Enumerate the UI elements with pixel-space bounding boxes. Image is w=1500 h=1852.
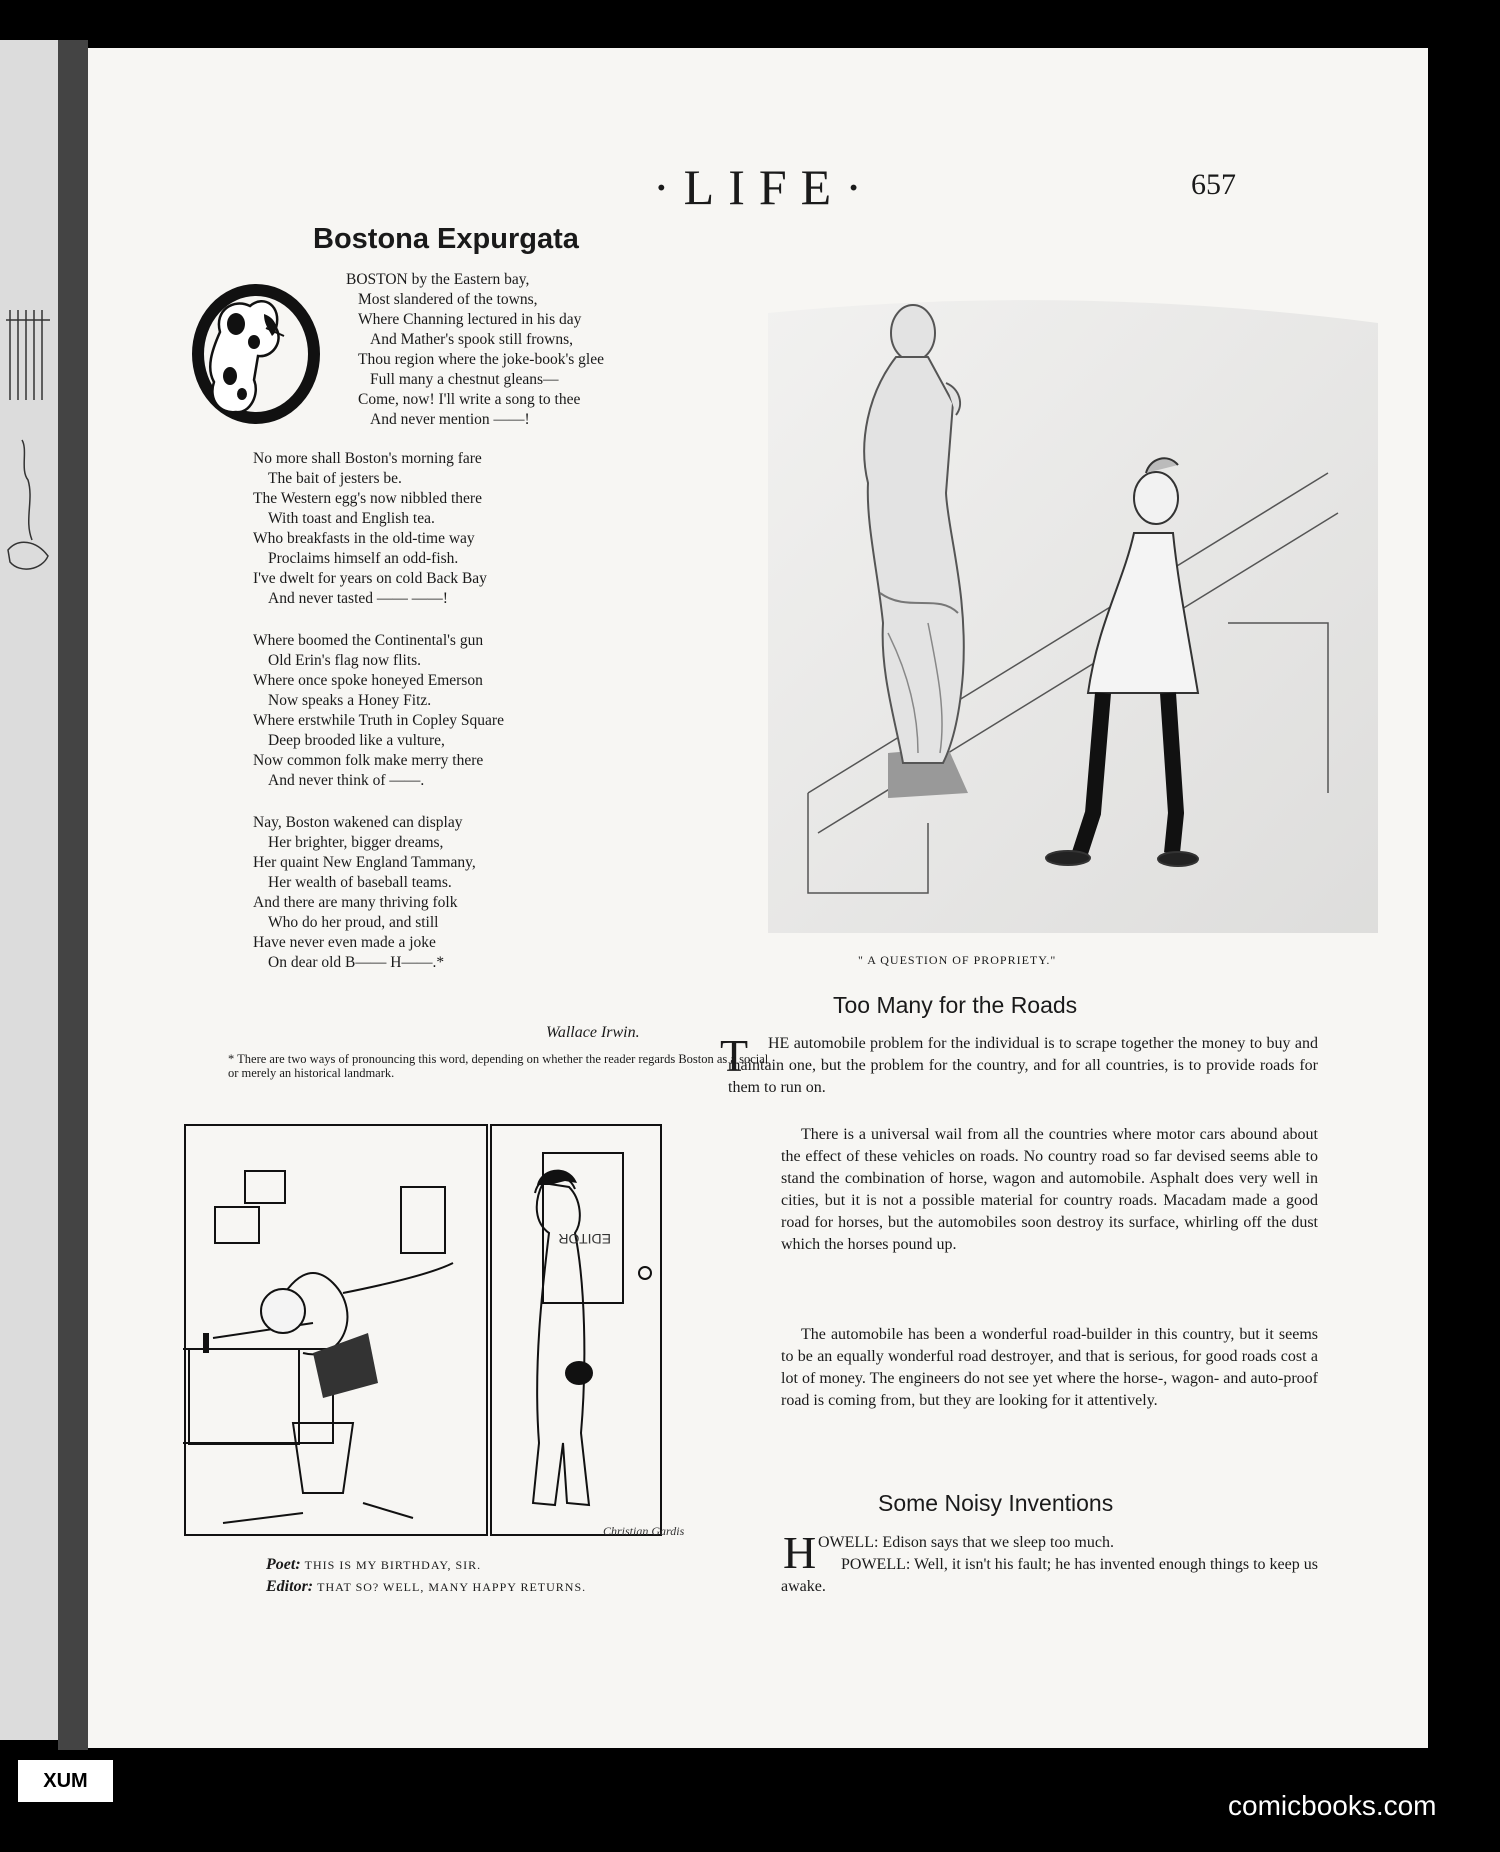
illustration-caption: " A QUESTION OF PROPRIETY." — [858, 953, 1057, 967]
adjacent-page-edge — [0, 40, 58, 1740]
article-roads-paragraph-1: HE automobile problem for the individual is to scrape together the money to buy and maintain one, but the problem for the country, and for all countries, is to provide roads for them to run on. — [728, 1035, 1318, 1096]
poem-title: Bostona Expurgata — [313, 223, 579, 255]
cartoon-caption-editor — [266, 1578, 586, 1596]
poem-line: And never think of ——. — [268, 772, 425, 789]
poem-line: Where boomed the Continental's gun — [253, 632, 484, 649]
poem-line: Have never even made a joke — [253, 934, 436, 951]
poem-line: Come, now! I'll write a song to thee — [358, 391, 581, 408]
poet-editor-cartoon — [183, 1123, 763, 1548]
page-number: 657 — [1191, 168, 1236, 201]
cartoon-caption-poet — [266, 1556, 481, 1574]
poem-line: Now common folk make merry there — [253, 752, 484, 769]
poem-line: And Mather's spook still frowns, — [370, 331, 573, 348]
poem-line: Nay, Boston wakened can display — [253, 814, 463, 831]
magazine-page — [88, 48, 1428, 1748]
poem-line: With toast and English tea. — [268, 510, 435, 527]
poem-line: BOSTON by the Eastern bay, — [346, 271, 530, 288]
edge-tag: XUM — [18, 1760, 113, 1802]
masthead: ·LIFE· — [653, 159, 876, 215]
adjacent-page-drawing — [4, 300, 52, 600]
poem-line: Deep brooded like a vulture, — [268, 732, 445, 749]
article-inventions-line-2: POWELL: Well, it isn't his fault; he has invented enough things to keep us awake. — [781, 1556, 1318, 1595]
poem-line: Where Channing lectured in his day — [358, 311, 582, 328]
caption-text: THAT SO? WELL, MANY HAPPY RETURNS. — [317, 1580, 587, 1594]
poem-line: Old Erin's flag now flits. — [268, 652, 422, 669]
poem-line: Her brighter, bigger dreams, — [268, 834, 444, 851]
poem-line: The Western egg's now nibbled there — [253, 490, 482, 507]
caption-speaker: Poet: — [266, 1556, 301, 1573]
poem-line: Where once spoke honeyed Emerson — [253, 672, 483, 689]
poem-line: The bait of jesters be. — [268, 470, 402, 487]
article-inventions-line-1: OWELL: Edison says that we sleep too much. — [818, 1534, 1114, 1551]
poem-line: And there are many thriving folk — [253, 894, 458, 911]
poem-line: I've dwelt for years on cold Back Bay — [253, 570, 487, 587]
poem-line: Proclaims himself an odd-fish. — [268, 550, 459, 567]
editor-door-sign: EDITOR — [558, 1231, 611, 1247]
watermark: comicbooks.com — [1228, 1790, 1437, 1821]
article-dropcap-h: H — [783, 1527, 817, 1578]
poem-line: And never mention ——! — [370, 411, 530, 428]
poem-line: Her wealth of baseball teams. — [268, 874, 452, 891]
poem-line: Full many a chestnut gleans— — [370, 371, 559, 388]
poem-line: Who breakfasts in the old-time way — [253, 530, 475, 547]
caption-speaker: Editor: — [266, 1578, 314, 1595]
poem-line: Her quaint New England Tammany, — [253, 854, 476, 871]
poem-line: And never tasted —— ——! — [268, 590, 448, 607]
article-roads-paragraph-2: There is a universal wail from all the countries where motor cars abound about the effect of these vehicles on roads. No country road so far devised seems able to stand the combination of horse, wagon and automobile. Asphalt does very well in cities, but it is not a possible material for country roads. Macadam made a good road for horses, but the automobiles soon destroy its surface, whirling off the dust which the horses pound up. — [781, 1126, 1318, 1253]
poem-line: Thou region where the joke-book's glee — [358, 351, 604, 368]
poem-line: Where erstwhile Truth in Copley Square — [253, 712, 504, 729]
article-title-roads: Too Many for the Roads — [833, 992, 1078, 1018]
poem-line: Now speaks a Honey Fitz. — [268, 692, 432, 709]
poem-line: On dear old B—— H——.* — [268, 954, 445, 971]
caption-text: THIS IS MY BIRTHDAY, SIR. — [304, 1558, 482, 1572]
article-title-inventions: Some Noisy Inventions — [878, 1490, 1114, 1516]
poem-author: Wallace Irwin. — [546, 1024, 640, 1041]
cartoon-signature: Christian Gardis — [603, 1524, 685, 1538]
article-dropcap-t: T — [720, 1030, 749, 1081]
dog-dropcap-o-icon — [184, 284, 324, 424]
poem-footnote: * There are two ways of pronouncing this word, depending on whether the reader regards Boston as a social or merely an historical landmark. — [228, 1052, 769, 1080]
poem-line: Who do her proud, and still — [268, 914, 439, 931]
book-gutter — [58, 40, 88, 1750]
statue-and-girl-illustration — [768, 293, 1378, 933]
article-roads-paragraph-3: The automobile has been a wonderful road-builder in this country, but it seems to be an equally wonderful road destroyer, and that is serious, for good roads cost a lot of money. The engineers do not see yet where the horse-, wagon- and auto-proof road is coming from, but they are looking for it attentively. — [781, 1326, 1318, 1409]
poem-line: Most slandered of the towns, — [358, 291, 538, 308]
poem-line: No more shall Boston's morning fare — [253, 450, 482, 467]
